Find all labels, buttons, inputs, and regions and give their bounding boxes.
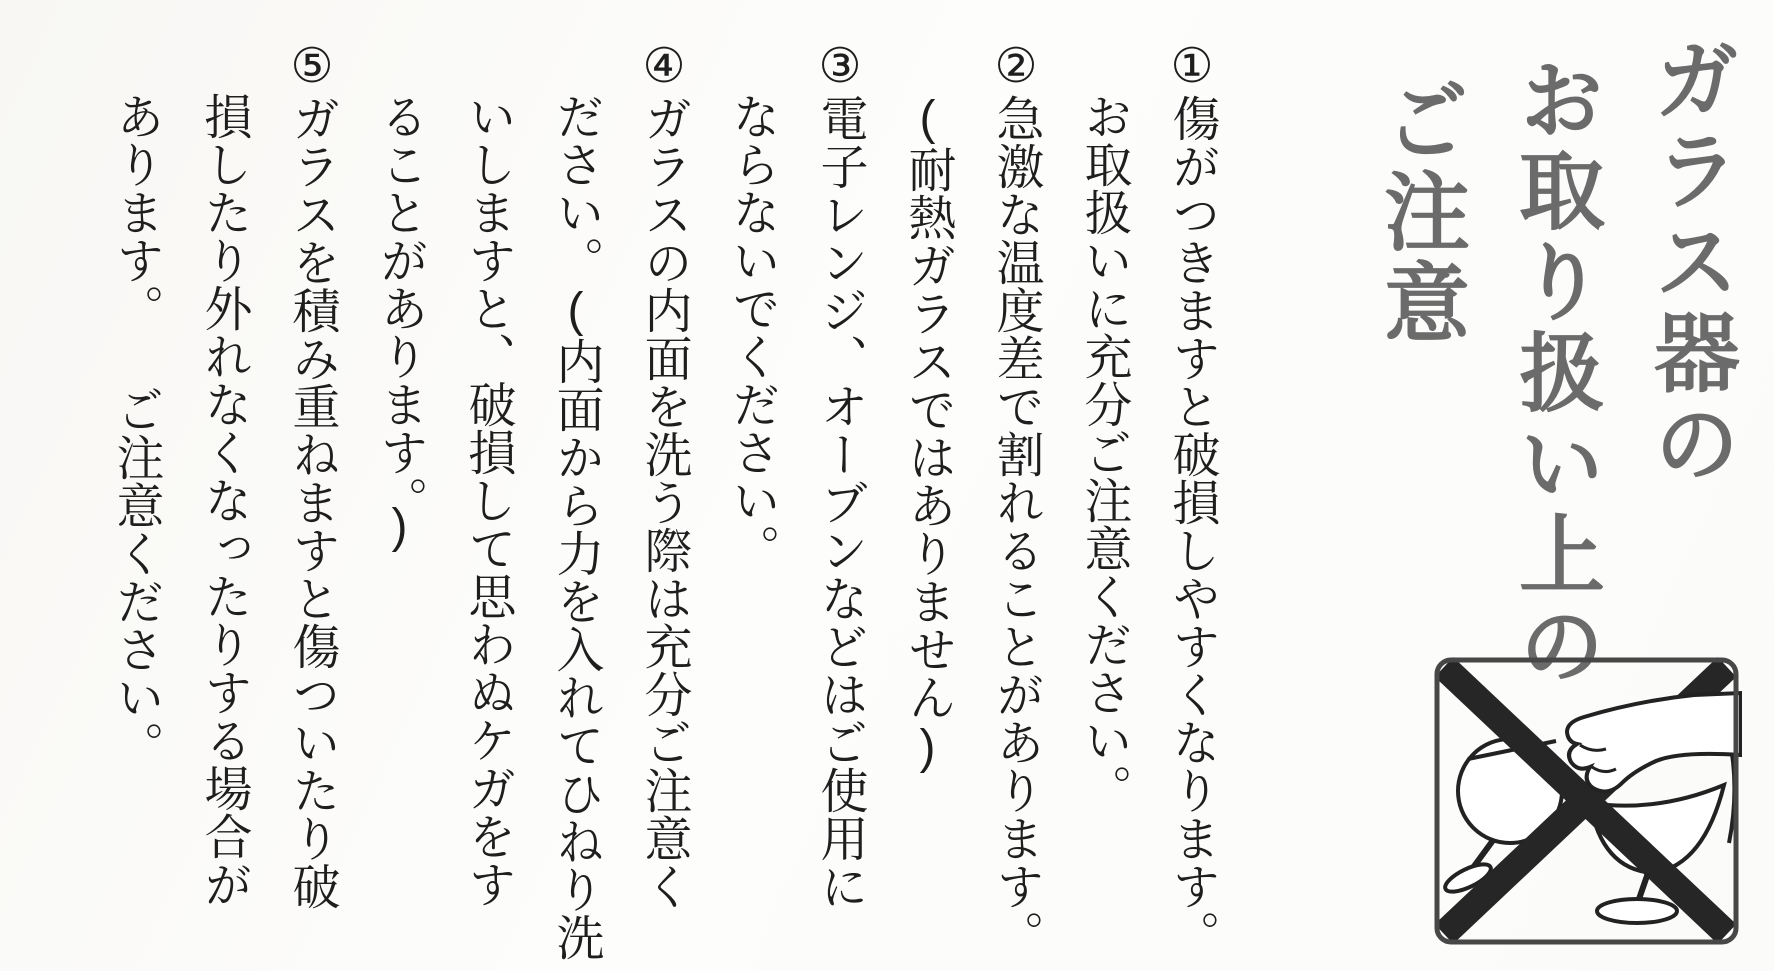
item-4-line-3: いしますと、破損して思わぬケガをす [461, 92, 514, 908]
notice-items [91, 0, 1235, 971]
item-2-line-2: (耐熱ガラスではありません) [901, 92, 954, 774]
item-4-line-4: ることがあります。) [373, 92, 426, 553]
item-5-line-2: 損したり外れなくなったりする場合が [197, 92, 250, 908]
title-line-2: お取り扱い上の [1506, 55, 1602, 692]
hand [1567, 693, 1741, 792]
item-2-line-1: ②急激な温度差で割れることがあります。 [989, 38, 1042, 958]
item-5-line-3: あります。 ご注意ください。 [109, 92, 162, 769]
prohibition-pictogram [1432, 655, 1742, 948]
title-line-1: ガラス器の [1641, 35, 1737, 490]
item-4-line-1: ④ガラスの内面を洗う際は充分ご注意く [637, 38, 690, 910]
item-3-line-2: ならないでください。 [725, 92, 778, 572]
title-line-3: ご注意 [1371, 76, 1467, 349]
item-1-line-1: ①傷がつきますと破損しやすくなります。 [1165, 38, 1218, 958]
prohibited-hand-twist-washing-glass-icon [1432, 655, 1742, 948]
item-3-line-1: ③電子レンジ、オーブンなどはご使用に [813, 38, 866, 910]
item-1-line-2: お取扱いに充分ご注意ください。 [1077, 92, 1130, 812]
item-4-line-2: ださい。(内面から力を入れてひねり洗 [549, 92, 602, 961]
item-5-line-1: ⑤ガラスを積み重ねますと傷ついたり破 [285, 38, 338, 910]
